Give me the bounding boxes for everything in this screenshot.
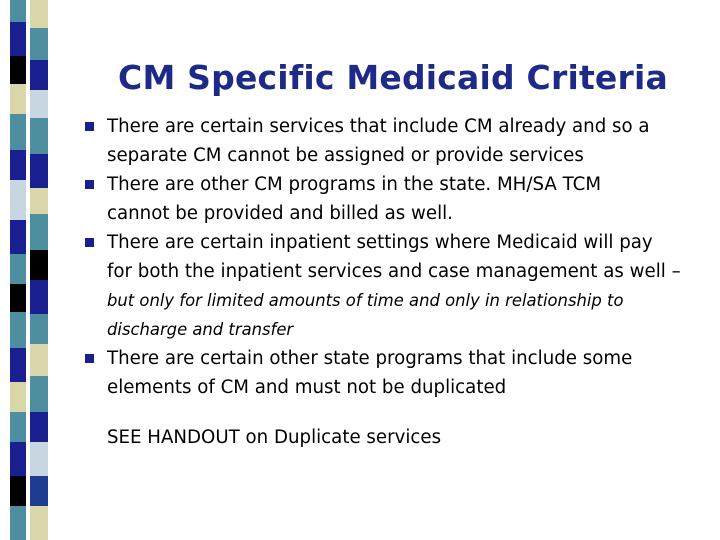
square-bullet-icon: [85, 238, 94, 247]
bullet-line: elements of CM and must not be duplicated: [107, 377, 507, 398]
square-bullet-icon: [85, 122, 94, 131]
bullet-line: cannot be provided and billed as well.: [107, 203, 453, 224]
bullet-item: [85, 228, 720, 344]
handout-note: SEE HANDOUT on Duplicate services: [107, 427, 442, 448]
bullet-line: separate CM cannot be assigned or provide services: [107, 145, 584, 166]
bullet-line: for both the inpatient services and case management as well –: [107, 261, 681, 282]
bullet-item: [85, 170, 720, 228]
bullet-italic-line: but only for limited amounts of time and only in relationship to: [107, 291, 624, 310]
bullet-line: There are other CM programs in the state. MH/SA TCM: [107, 174, 602, 195]
bullet-italic-line: discharge and transfer: [107, 320, 294, 339]
bullet-line: There are certain inpatient settings where Medicaid will pay: [107, 232, 653, 253]
square-bullet-icon: [85, 180, 94, 189]
bullet-line: There are certain other state programs that include some: [107, 348, 633, 369]
bullet-item: [85, 344, 720, 402]
square-bullet-icon: [85, 354, 94, 363]
slide-title: [0, 58, 720, 97]
slide-title-text: CM Specific Medicaid Criteria: [118, 58, 668, 97]
bullet-list: [85, 112, 720, 402]
bullet-line: There are certain services that include CM already and so a: [107, 116, 650, 137]
bullet-item: [85, 112, 720, 170]
